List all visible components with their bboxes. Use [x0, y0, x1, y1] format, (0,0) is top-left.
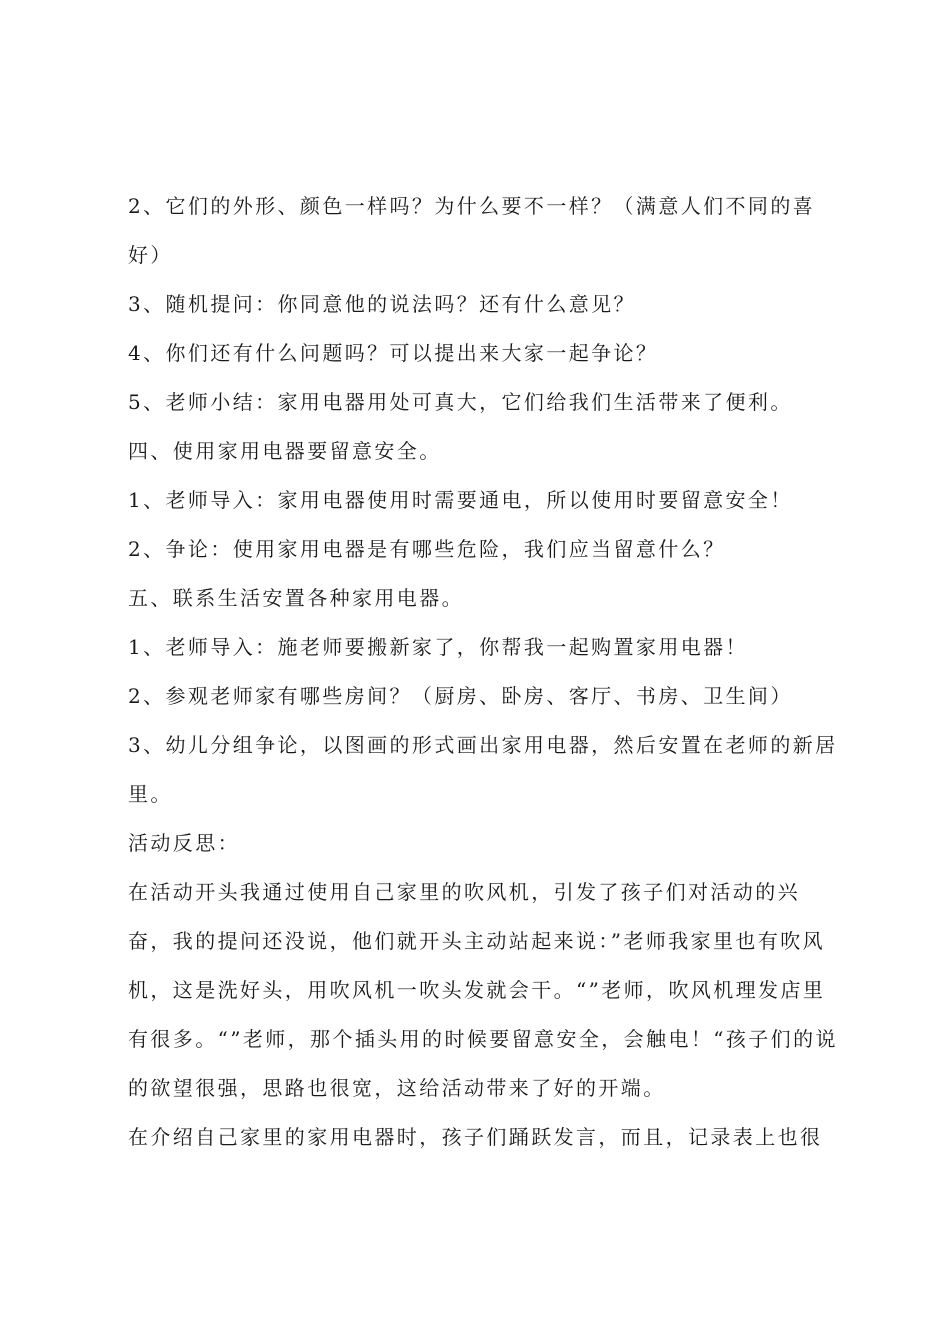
paragraph-6: 2、争论：使用家用电器是有哪些危险，我们应当留意什么？ [128, 537, 726, 561]
section-heading-4: 四、使用家用电器要留意安全。 [128, 439, 442, 463]
paragraph-9: 3、幼儿分组争论，以图画的形式画出家用电器，然后安置在老师的新居里。 [128, 733, 838, 806]
section-heading-5: 五、联系生活安置各种家用电器。 [128, 586, 464, 610]
paragraph-7: 1、老师导入：施老师要搬新家了，你帮我一起购置家用电器！ [128, 635, 748, 659]
document-body [128, 182, 838, 1162]
paragraph-3: 4、你们还有什么问题吗？可以提出来大家一起争论？ [128, 341, 659, 365]
paragraph-2: 3、随机提问：你同意他的说法吗？还有什么意见？ [128, 292, 636, 316]
reflection-paragraph-1: 在活动开头我通过使用自己家里的吹风机，引发了孩子们对活动的兴奋，我的提问还没说，他们就开头主动站起来说：”老师我家里也有吹风机，这是洗好头，用吹风机一吹头发就会干。“”老师，吹风机理发店里有很多。“”老师，那个插头用的时候要留意安全，会触电！“孩子们的说的欲望很强，思路也很宽，这给活动带来了好的开端。 [128, 880, 838, 1100]
paragraph-5: 1、老师导入：家用电器使用时需要通电，所以使用时要留意安全！ [128, 488, 793, 512]
reflection-paragraph-2: 在介绍自己家里的家用电器时，孩子们踊跃发言，而且，记录表上也很 [128, 1125, 823, 1149]
reflection-heading: 活动反思： [128, 831, 240, 855]
paragraph-4: 5、老师小结：家用电器用处可真大，它们给我们生活带来了便利。 [128, 390, 793, 414]
paragraph-1: 2、它们的外形、颜色一样吗？为什么要不一样？（满意人们不同的喜好） [128, 194, 816, 267]
paragraph-8: 2、参观老师家有哪些房间？（厨房、卧房、客厅、书房、卫生间） [128, 684, 793, 708]
